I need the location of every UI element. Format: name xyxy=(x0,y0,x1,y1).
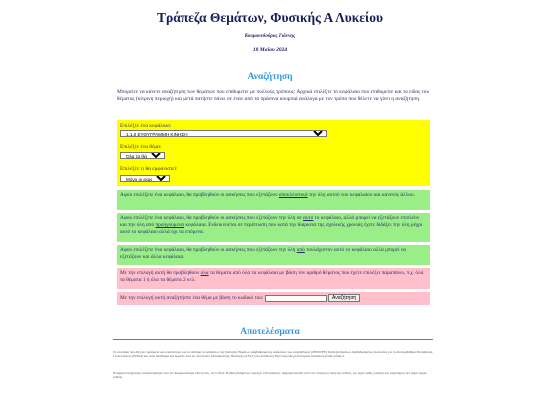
topic-select[interactable] xyxy=(120,152,165,159)
display-select[interactable] xyxy=(120,175,170,182)
option-text: την ύλη αυτού του κεφαλαίου και κανενός άλλου. xyxy=(307,192,415,198)
option-text: Αφού επιλέξετε ένα κεφάλαιο, θα προβληθούν οι ασκήσεις που εξετάζουν xyxy=(120,192,279,198)
filter-panel xyxy=(117,120,430,186)
page-title: Τράπεζα Θεμάτων, Φυσικής Α Λυκείου xyxy=(156,10,384,25)
publish-date: 18 Μαίου 2024 xyxy=(252,47,288,53)
footer-disclaimer: Η φορμά αναζήτησης κατασκευάστηκε από τον Κουμουνδούρο Γιάννη στις 16-5-2024. Η βάση δεδομένων περιέχει 190 ασκήσεις. Χρησιμοποιείστε αυτό τον πίνακα με δική σας ευθύνη, για τυχόν λάθη, αλλαγές και παραλήψεις δεν φέρει καμία ευθύνη. xyxy=(113,371,427,380)
option-keyword: προηγούμενα xyxy=(155,222,185,229)
option-text: Αφού επιλέξετε ένα κεφάλαιο, θα προβληθούν οι ασκήσεις που εξετάζουν την ύλη xyxy=(120,247,297,253)
chapter-select[interactable] xyxy=(120,130,327,137)
display-label: Επιλέξτε τι θα εμφανιστεί: xyxy=(120,166,178,172)
search-heading: Αναζήτηση xyxy=(247,72,293,82)
option-keyword: αυτό xyxy=(303,215,314,221)
topic-label: Επιλέξτε ένα θέμα: xyxy=(120,144,162,150)
option-keyword: από xyxy=(296,247,305,253)
chapter-label: Επιλέξτε ένα κεφάλαιο: xyxy=(120,123,172,129)
option-keyword: αποκλειστικά xyxy=(278,192,308,198)
option-text: κεφάλαια. Ενδεικνύεται σε περίπτωση που κατά την διάρκεια της σχολικής χρονιάς έχετε διδάξει την ύλη μέχρι αυτό το κεφάλαιο αλλά όχι τα επόμενα. xyxy=(120,222,423,236)
code-search-label: Με την επιλογή αυτή αναζητήστε ένα θέμα με βάση το κωδικό του: xyxy=(120,295,264,302)
option-text: το κεφάλαιο, αλλά μπορεί να εξετάζουν επιπλέον και την ύλη από xyxy=(120,215,420,229)
option-keyword: όλα xyxy=(200,270,209,276)
author-name: Κουμουνδούρος Γιάννης xyxy=(244,34,296,39)
results-heading: Αποτελέσματα xyxy=(240,327,300,337)
option-text: τουλάχιστον αυτό το κεφάλαιο αλλά μπορεί να εξετάζουν και άλλα κεφάλαια. xyxy=(120,247,407,261)
footer-credits: Οι εικονίδια που δίχνουν πρόσφατα και αποστείλουν και τα σκίτσμα τα ασκήσεων της Τράπεζας Θεμάτων Διαβαθμισμένης Δυσκολίας που αναρτήθηκαν [ΙΕΠ/ΙΤΥΕ] Τράπεζα θεμάτων Διαβαθμισμένης Δυσκολίας για τη δευτεροβάθμια Εκπαίδευση, Γενικό Λύκειο (ΕΠΑΛ) και είναι διαθέσιμα και δωρεάν από τον Ινστιτούτο Εκπαιδευτικής Πολιτικής (Ι.Ε.Π.) στη διεύθυνση http://iep.edu.gr/el/trapeza-thematon-arxiki-selida-3. xyxy=(113,350,433,359)
option-text: Αφού επιλέξετε ένα κεφάλαιο, θα προβληθούν οι ασκήσεις που εξετάζουν την ύλη σε xyxy=(120,215,304,221)
option-up-to-chapter[interactable] xyxy=(117,213,430,242)
divider xyxy=(113,339,433,340)
option-text: τα θέματα από όλα τα κεφάλαια με βάση τον αριθμό θέματος που έχετε επιλέξει παραπάνω, π.χ. όλα τα θέματα 1 ή όλα τα θέματα 2 κτλ. xyxy=(120,270,424,284)
option-exclusive-chapter[interactable] xyxy=(117,190,430,210)
code-input[interactable] xyxy=(265,295,327,302)
search-intro: Μπορείτε να κάνετε αναζήτηση των θεμάτων που επιθυμείτε με πολλούς τρόπους: Αρχικά επιλέξτε το κεφάλαιο που επιθυμείτε και το είδος του θέματος (κίτρινη περιοχή) και μετά πατήστε πάνω σε έναν από τα πράσινα κουμπιά ανάλογα με τον τρόπο που θέλετε να γίνει η αναζήτηση. xyxy=(117,89,430,103)
option-from-chapter[interactable] xyxy=(117,245,430,265)
option-all-by-number[interactable] xyxy=(117,268,430,289)
code-search-panel xyxy=(117,292,430,305)
option-text: Με την επιλογή αυτή θα προβληθούν xyxy=(120,270,201,276)
search-button[interactable]: Αναζήτηση xyxy=(328,294,360,302)
